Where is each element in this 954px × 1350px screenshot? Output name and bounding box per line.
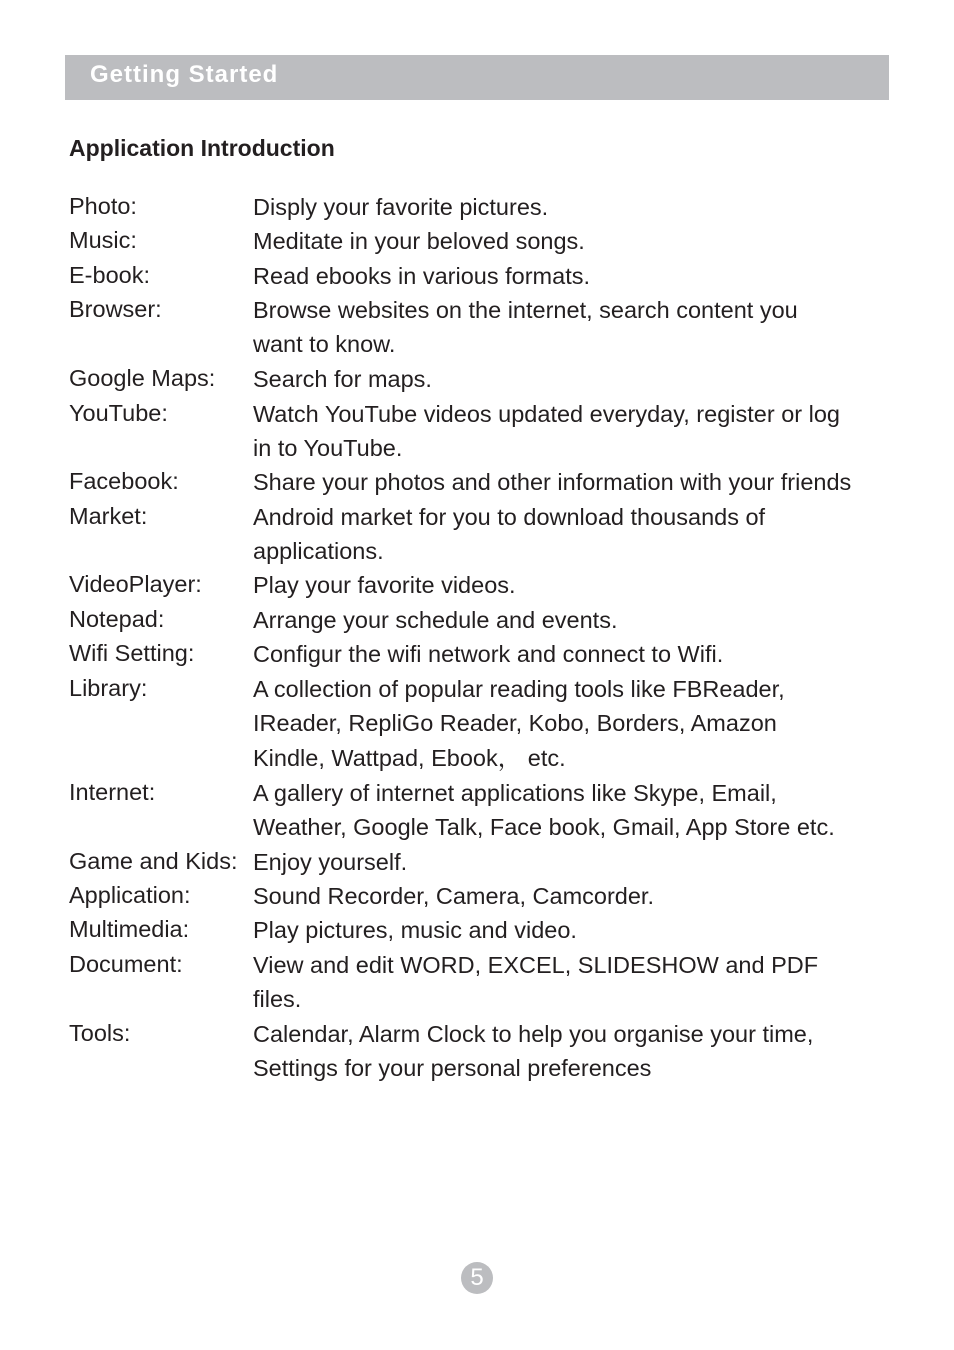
description-line: Watch YouTube videos updated everyday, register or log <box>253 401 840 427</box>
section-heading: Application Introduction <box>69 135 335 161</box>
app-description <box>253 913 577 947</box>
app-name-label: E-book: <box>69 262 150 288</box>
app-description <box>253 259 590 293</box>
app-description <box>253 362 432 396</box>
description-line: want to know. <box>253 331 396 358</box>
app-description <box>253 879 654 913</box>
description-line: A gallery of internet applications like Skype, Email, <box>253 780 777 806</box>
description-line: Browse websites on the internet, search content you <box>253 297 798 323</box>
description-line: Weather, Google Talk, Face book, Gmail, App Store etc. <box>253 814 835 841</box>
description-line: Enjoy yourself. <box>253 849 408 875</box>
app-description <box>253 603 617 637</box>
description-line: IReader, RepliGo Reader, Kobo, Borders, Amazon <box>253 710 777 737</box>
app-description <box>253 637 723 671</box>
description-line: Calendar, Alarm Clock to help you organise your time, <box>253 1021 814 1047</box>
description-line: files. <box>253 986 302 1013</box>
description-line: Settings for your personal preferences <box>253 1055 652 1082</box>
app-description <box>253 845 407 879</box>
app-name-label: Browser: <box>69 296 162 322</box>
description-line: Disply your favorite pictures. <box>253 194 549 220</box>
app-description <box>253 948 818 1017</box>
description-line: Play your favorite videos. <box>253 572 516 598</box>
app-name-label: Document: <box>69 951 183 977</box>
app-name-label: Facebook: <box>69 468 179 494</box>
app-name-label: Photo: <box>69 193 137 219</box>
app-description <box>253 397 840 466</box>
section-header-bar <box>65 55 889 100</box>
app-name-label: Wifi Setting: <box>69 640 195 666</box>
app-name-label: Tools: <box>69 1020 131 1046</box>
app-description <box>253 190 548 224</box>
app-name-label: Internet: <box>69 779 156 805</box>
app-name-label: VideoPlayer: <box>69 571 202 597</box>
app-description <box>253 1017 813 1086</box>
description-line: Sound Recorder, Camera, Camcorder. <box>253 883 654 909</box>
description-line: in to YouTube. <box>253 435 403 462</box>
description-line: Arrange your schedule and events. <box>253 607 618 633</box>
description-line: View and edit WORD, EXCEL, SLIDESHOW and PDF <box>253 952 819 978</box>
app-description <box>253 465 851 499</box>
app-name-label: Market: <box>69 503 148 529</box>
app-description <box>253 224 585 258</box>
description-line: Read ebooks in various formats. <box>253 263 590 289</box>
app-description <box>253 568 516 602</box>
header-title: Getting Started <box>90 61 279 88</box>
description-line: Configur the wifi network and connect to Wifi. <box>253 641 724 667</box>
description-line: A collection of popular reading tools like FBReader, <box>253 676 785 702</box>
description-line: Play pictures, music and video. <box>253 917 577 943</box>
app-description <box>253 293 798 362</box>
description-line: Share your photos and other information with your friends <box>253 469 852 495</box>
description-line: Android market for you to download thousands of <box>253 504 766 530</box>
app-name-label: Library: <box>69 675 148 701</box>
app-name-label: Google Maps: <box>69 365 216 391</box>
app-name-label: Game and Kids: <box>69 848 238 874</box>
app-name-label: Application: <box>69 882 191 908</box>
app-name-label: Music: <box>69 227 137 253</box>
page-number-badge: 5 <box>461 1262 493 1294</box>
app-name-label: YouTube: <box>69 400 168 426</box>
description-line: Kindle, Wattpad, Ebook， etc. <box>253 744 566 771</box>
app-description <box>253 500 765 569</box>
app-name-label: Notepad: <box>69 606 165 632</box>
description-line: applications. <box>253 538 384 565</box>
app-description <box>253 776 835 845</box>
app-name-label: Multimedia: <box>69 916 190 942</box>
description-line: Search for maps. <box>253 366 432 392</box>
app-description <box>253 672 785 775</box>
description-line: Meditate in your beloved songs. <box>253 228 585 254</box>
